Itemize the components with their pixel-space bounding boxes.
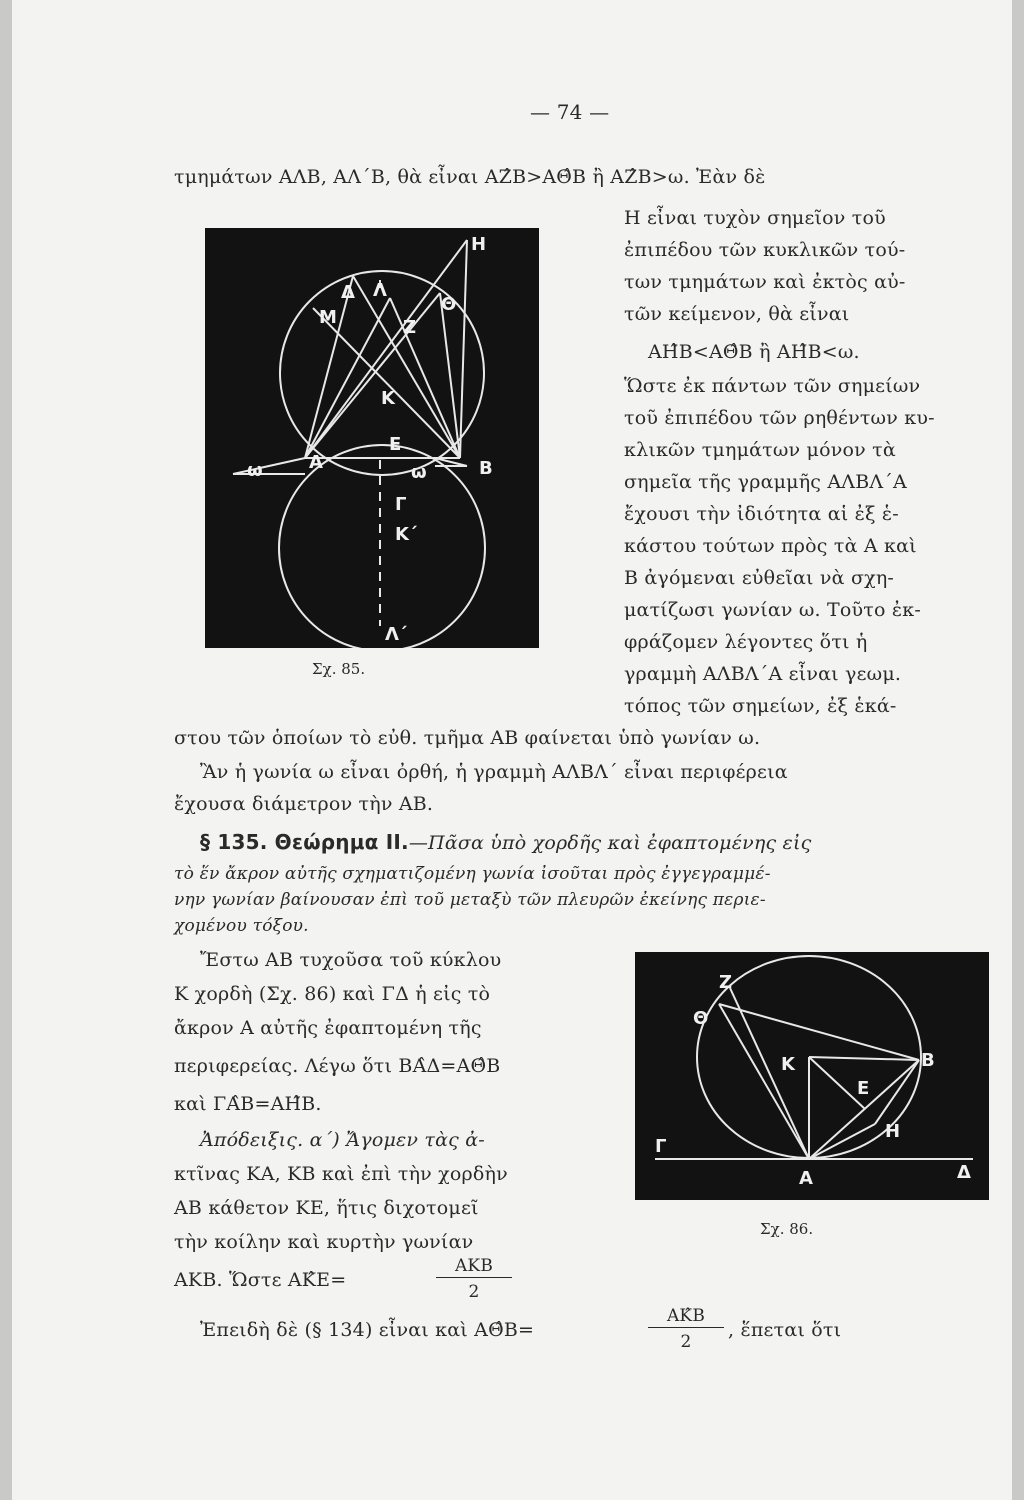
text-line: ἐπιπέδου τῶν κυκλικῶν τού- [624, 239, 906, 261]
figure-86-caption: Σχ. 86. [760, 1220, 814, 1238]
label-B: Β [479, 458, 493, 479]
label-A: Α [799, 1168, 813, 1189]
text-line: τῶν κείμενον, θὰ εἶναι [624, 303, 850, 325]
theorem-text: τὸ ἕν ἄκρον αὐτῆς σχηματιζομένη γωνία ἰσοῦται πρὸς ἐγγεγραμμέ- [174, 864, 771, 884]
proof-line: περιφερείας. Λέγω ὅτι ΒΑ̂Δ=ΑΘ̂Β [174, 1055, 501, 1077]
text-line: ἔχουσι τὴν ἰδιότητα αἱ ἐξ ἑ- [624, 503, 899, 525]
label-M: Μ [319, 307, 337, 328]
segment [305, 240, 467, 458]
label-H: Η [885, 1121, 901, 1142]
label-D: Δ [341, 282, 355, 303]
segment-hb [875, 1060, 919, 1124]
label-L: Λ [373, 280, 387, 301]
radius-kb [809, 1057, 919, 1060]
fraction-denominator: 2 [468, 1282, 480, 1302]
text-line: σημεῖα τῆς γραμμῆς ΑΛΒΛ΄Α [624, 471, 907, 493]
label-E: Ε [389, 434, 402, 455]
fraction-bar [436, 1277, 512, 1278]
text-line: Β ἀγόμεναι εὐθεῖαι νὰ σχη- [624, 567, 895, 589]
proof-line: ΑΒ κάθετον ΚΕ, ἥτις διχοτομεῖ [174, 1197, 479, 1219]
label-L2: Λ΄ [385, 624, 407, 645]
text-line: φράζομεν λέγοντες ὅτι ἡ [624, 631, 868, 653]
angle-ray [233, 458, 305, 474]
fraction-numerator: ΑΚΒ [454, 1256, 494, 1276]
text-line: κλικῶν τμημάτων μόνον τὰ [624, 439, 896, 461]
segment [305, 298, 390, 458]
fraction-denominator: 2 [680, 1332, 692, 1352]
label-w2: ω [411, 462, 427, 483]
label-T: Θ [693, 1008, 709, 1029]
figure-85-drawing [205, 228, 539, 648]
label-K: Κ [781, 1054, 795, 1075]
text-line: κάστου τούτων πρὸς τὰ Α καὶ [624, 535, 917, 557]
label-G: Γ [655, 1136, 667, 1157]
segment [305, 276, 353, 458]
proof-line: Κ χορδὴ (Σχ. 86) καὶ ΓΔ ἡ εἰς τὸ [174, 983, 491, 1005]
book-page [12, 0, 1012, 1500]
fraction-bar [648, 1327, 724, 1328]
label-E: Ε [857, 1078, 870, 1099]
text-line: τοῦ ἐπιπέδου τῶν ρηθέντων κυ- [624, 407, 935, 429]
label-G: Γ [395, 494, 407, 515]
segment-at [719, 1004, 809, 1159]
label-A: Α [309, 452, 323, 473]
figure-85 [205, 228, 539, 648]
figure-85-caption: Σχ. 85. [312, 660, 366, 678]
proof-line: ΑΚΒ. Ὥστε ΑΚ̂Ε= [174, 1269, 347, 1291]
proof-line: κτῖνας ΚΑ, ΚΒ καὶ ἐπὶ τὴν χορδὴν [174, 1163, 508, 1185]
text-line: Ὥστε ἐκ πάντων τῶν σημείων [624, 375, 921, 397]
label-H: Η [471, 234, 487, 255]
label-Z: Ζ [403, 317, 417, 338]
theorem-line-1 [200, 830, 811, 855]
theorem-heading: § 135. Θεώρημα ΙΙ. [200, 830, 409, 854]
figure-86-drawing [635, 952, 989, 1200]
label-Z: Ζ [719, 972, 733, 993]
text-line: γραμμὴ ΑΛΒΛ΄Α εἶναι γεωμ. [624, 663, 902, 685]
fraction-numerator: ΑΚ̂Β [666, 1306, 706, 1326]
segment-tb [719, 1004, 919, 1060]
figure-86 [635, 952, 989, 1200]
segment-az [730, 988, 809, 1159]
segment [460, 240, 467, 458]
text-line: ΑΗ̂Β<ΑΘ̂Β ἢ ΑΗ̂Β<ω. [648, 341, 860, 363]
proof-line: καὶ ΓΑ̂Β=ΑΗ̂Β. [174, 1093, 322, 1115]
proof-line: Ἀπόδειξις. α΄) Ἄγομεν τὰς ἀ- [200, 1129, 485, 1151]
label-K: Κ [381, 388, 395, 409]
label-T: Θ [441, 294, 457, 315]
segment [313, 308, 460, 458]
label-D: Δ [957, 1162, 971, 1183]
proof-line: τὴν κοίλην καὶ κυρτὴν γωνίαν [174, 1231, 474, 1253]
label-w: ω [247, 460, 263, 481]
text-line: Ἂν ἡ γωνία ω εἶναι ὀρθή, ἡ γραμμὴ ΑΛΒΛ΄ εἶναι περιφέρεια [200, 761, 788, 783]
page-number: — 74 — [530, 100, 610, 124]
proof-line: Ἔστω ΑΒ τυχοῦσα τοῦ κύκλου [200, 949, 502, 971]
text-line: ἔχουσα διάμετρον τὴν ΑΒ. [174, 793, 434, 815]
text-line: Η εἶναι τυχὸν σημεῖον τοῦ [624, 207, 886, 229]
text-line: τόπος τῶν σημείων, ἐξ ἑκά- [624, 695, 897, 717]
text-line: στου τῶν ὁποίων τὸ εὐθ. τμῆμα ΑΒ φαίνεται ὑπὸ γωνίαν ω. [174, 727, 761, 749]
proof-line: Ἐπειδὴ δὲ (§ 134) εἶναι καὶ ΑΘ̂Β= [200, 1319, 535, 1341]
theorem-text: χομένου τόξου. [174, 916, 309, 936]
proof-line: , ἕπεται ὅτι [728, 1319, 842, 1341]
label-K2: Κ΄ [395, 524, 417, 545]
label-B: Β [921, 1050, 935, 1071]
text-line: των τμημάτων καὶ ἐκτὸς αὐ- [624, 271, 906, 293]
theorem-text: —Πᾶσα ὑπὸ χορδῆς καὶ ἐφαπτομένης εἰς [408, 832, 812, 854]
text-line: τμημάτων ΑΛΒ, ΑΛ΄Β, θὰ εἶναι ΑΖ̂Β>ΑΘ̂Β ἢ ΑΖ̂Β>ω. Ἐὰν δὲ [174, 166, 766, 188]
text-line: ματίζωσι γωνίαν ω. Τοῦτο ἐκ- [624, 599, 921, 621]
theorem-text: νην γωνίαν βαίνουσαν ἐπὶ τοῦ μεταξὺ τῶν πλευρῶν ἐκείνης περιε- [174, 890, 766, 910]
proof-line: ἄκρον Α αὐτῆς ἐφαπτομένη τῆς [174, 1017, 482, 1039]
